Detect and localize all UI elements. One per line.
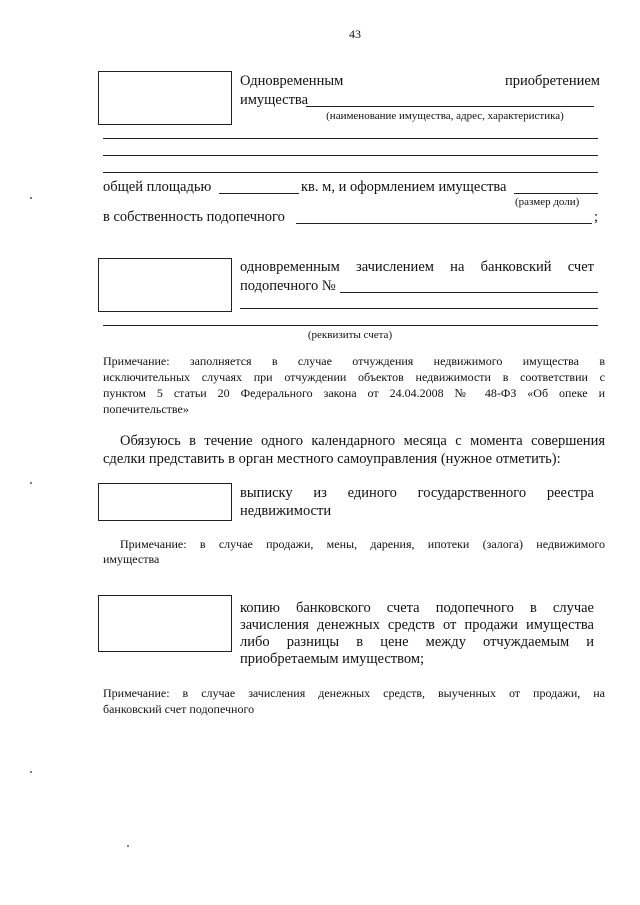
page-number: 43 (349, 27, 361, 41)
property-input-line[interactable] (306, 106, 594, 107)
area-label: общей площадью (103, 179, 212, 195)
checkbox-acquisition[interactable] (98, 71, 232, 125)
ownership-label: в собственность подопечного (103, 209, 285, 225)
bank-transfer-label: одновременным зачислением на банковский счет (240, 259, 594, 275)
account-line-2[interactable] (240, 308, 598, 309)
note-3-line-1: Примечание: в случае зачисления денежных средств, выученных от продажи, на (103, 686, 605, 700)
pledge-line-1: Обязуюсь в течение одного календарного месяца с момента совершения (120, 433, 605, 449)
property-label: имущества (240, 92, 309, 108)
account-line-3[interactable] (103, 325, 598, 326)
note-2-line-1: Примечание: в случае продажи, мены, дарения, ипотеки (залога) недвижимого (120, 537, 605, 551)
property-input-line-4[interactable] (103, 172, 598, 173)
property-input-line-2[interactable] (103, 138, 598, 139)
share-input-line[interactable] (514, 193, 598, 194)
property-input-line-3[interactable] (103, 155, 598, 156)
pledge-line-2: сделки представить в орган местного самоуправления (нужное отметить): (103, 451, 561, 467)
scan-speck (30, 482, 32, 484)
checkbox-bank-transfer[interactable] (98, 258, 232, 312)
account-copy-line-2: зачисления денежных средств от продажи имущества (240, 617, 594, 633)
ownership-end: ; (594, 209, 599, 225)
note-3-line-2: банковский счет подопечного (103, 702, 255, 716)
acquisition-label-left: Одновременным (240, 73, 344, 89)
account-copy-line-3: либо разницы в цене между отчуждаемым и (240, 634, 594, 650)
note-2-line-2: имущества (103, 552, 160, 566)
account-copy-line-1: копию банковского счета подопечного в случае (240, 600, 594, 616)
ward-account-label: подопечного № (240, 278, 336, 294)
scan-speck (30, 197, 32, 199)
account-copy-line-4: приобретаемым имуществом; (240, 651, 425, 667)
note-1-line-3: пунктом 5 статьи 20 Федерального закона от 24.04.2008 № 48-ФЗ «Об опеке и (103, 386, 605, 400)
area-input-line[interactable] (219, 193, 299, 194)
account-number-line[interactable] (340, 292, 598, 293)
checkbox-registry-extract[interactable] (98, 483, 232, 521)
share-hint: (размер доли) (515, 196, 580, 208)
note-1-line-2: исключительных случаях при отчуждении объектов недвижимости в соответствии с (103, 370, 605, 384)
area-unit-label: кв. м, и оформлением имущества (301, 179, 507, 195)
scan-speck (30, 771, 32, 773)
acquisition-label-right: приобретением (505, 73, 600, 89)
note-1-line-4: попечительстве» (103, 402, 189, 416)
registry-extract-label-2: недвижимости (240, 503, 332, 519)
account-details-hint: (реквизиты счета) (307, 329, 393, 341)
scan-speck (127, 845, 129, 847)
ownership-input-line[interactable] (296, 223, 592, 224)
note-1-line-1: Примечание: заполняется в случае отчуждения недвижимого имущества в (103, 354, 605, 368)
registry-extract-label: выписку из единого государственного реестра (240, 485, 594, 501)
property-hint: (наименование имущества, адрес, характеристика) (326, 110, 564, 122)
checkbox-bank-account-copy[interactable] (98, 595, 232, 652)
